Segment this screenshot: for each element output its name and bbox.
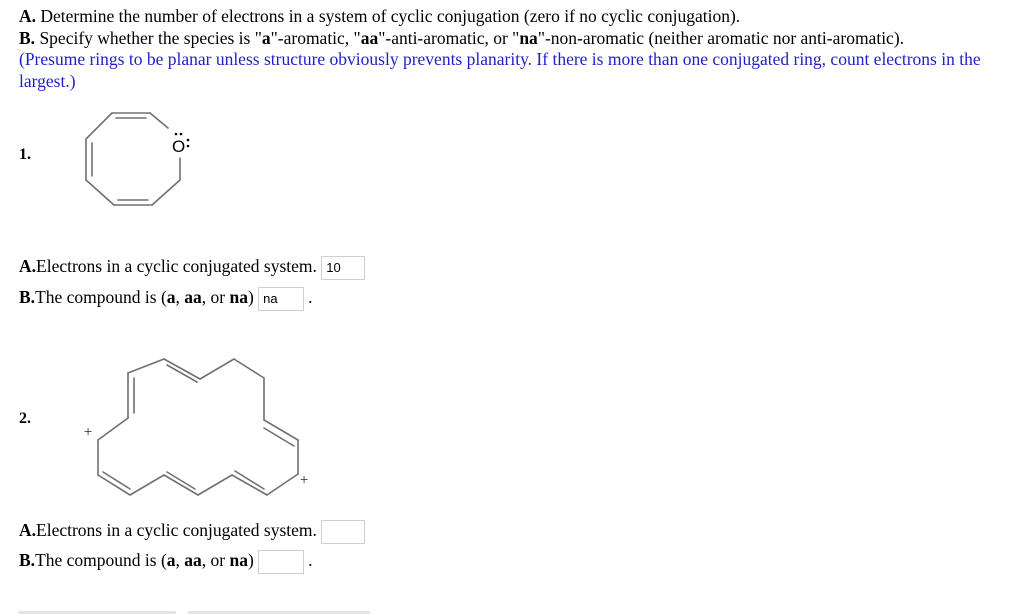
instruction-a: A. Determine the number of electrons in a system of cyclic conjugation (zero if no cyclic conjugation). — [19, 6, 741, 26]
electrons-input-1[interactable]: 10 — [321, 256, 365, 280]
question-1-answer-b: B.The compound is (a, aa, or na) na . — [19, 286, 313, 311]
question-2-answer-a: A.Electrons in a cyclic conjugated system. — [19, 519, 365, 544]
positive-charge-left: + — [84, 423, 93, 439]
question-2-number: 2. — [19, 410, 31, 427]
electrons-input-2[interactable] — [321, 520, 365, 544]
question-1-answer-a: A.Electrons in a cyclic conjugated system. 10 — [19, 255, 365, 280]
positive-charge-right: + — [300, 471, 309, 487]
instruction-b: B. Specify whether the species is "a"-aromatic, "aa"-anti-aromatic, or "na"-non-aromatic (neither aromatic nor anti-aromatic). — [19, 27, 905, 48]
question-1-number: 1. — [19, 146, 31, 163]
question-2-answer-b: B.The compound is (a, aa, or na) . — [19, 549, 313, 574]
aromaticity-input-1[interactable]: na — [258, 287, 304, 311]
aromaticity-input-2[interactable] — [258, 550, 304, 574]
instruction-note: (Presume rings to be planar unless structure obviously prevents planarity. If there is more than one conjugated ring, count electrons in the largest.) — [19, 49, 981, 91]
oxygen-atom-label: O — [172, 137, 186, 156]
